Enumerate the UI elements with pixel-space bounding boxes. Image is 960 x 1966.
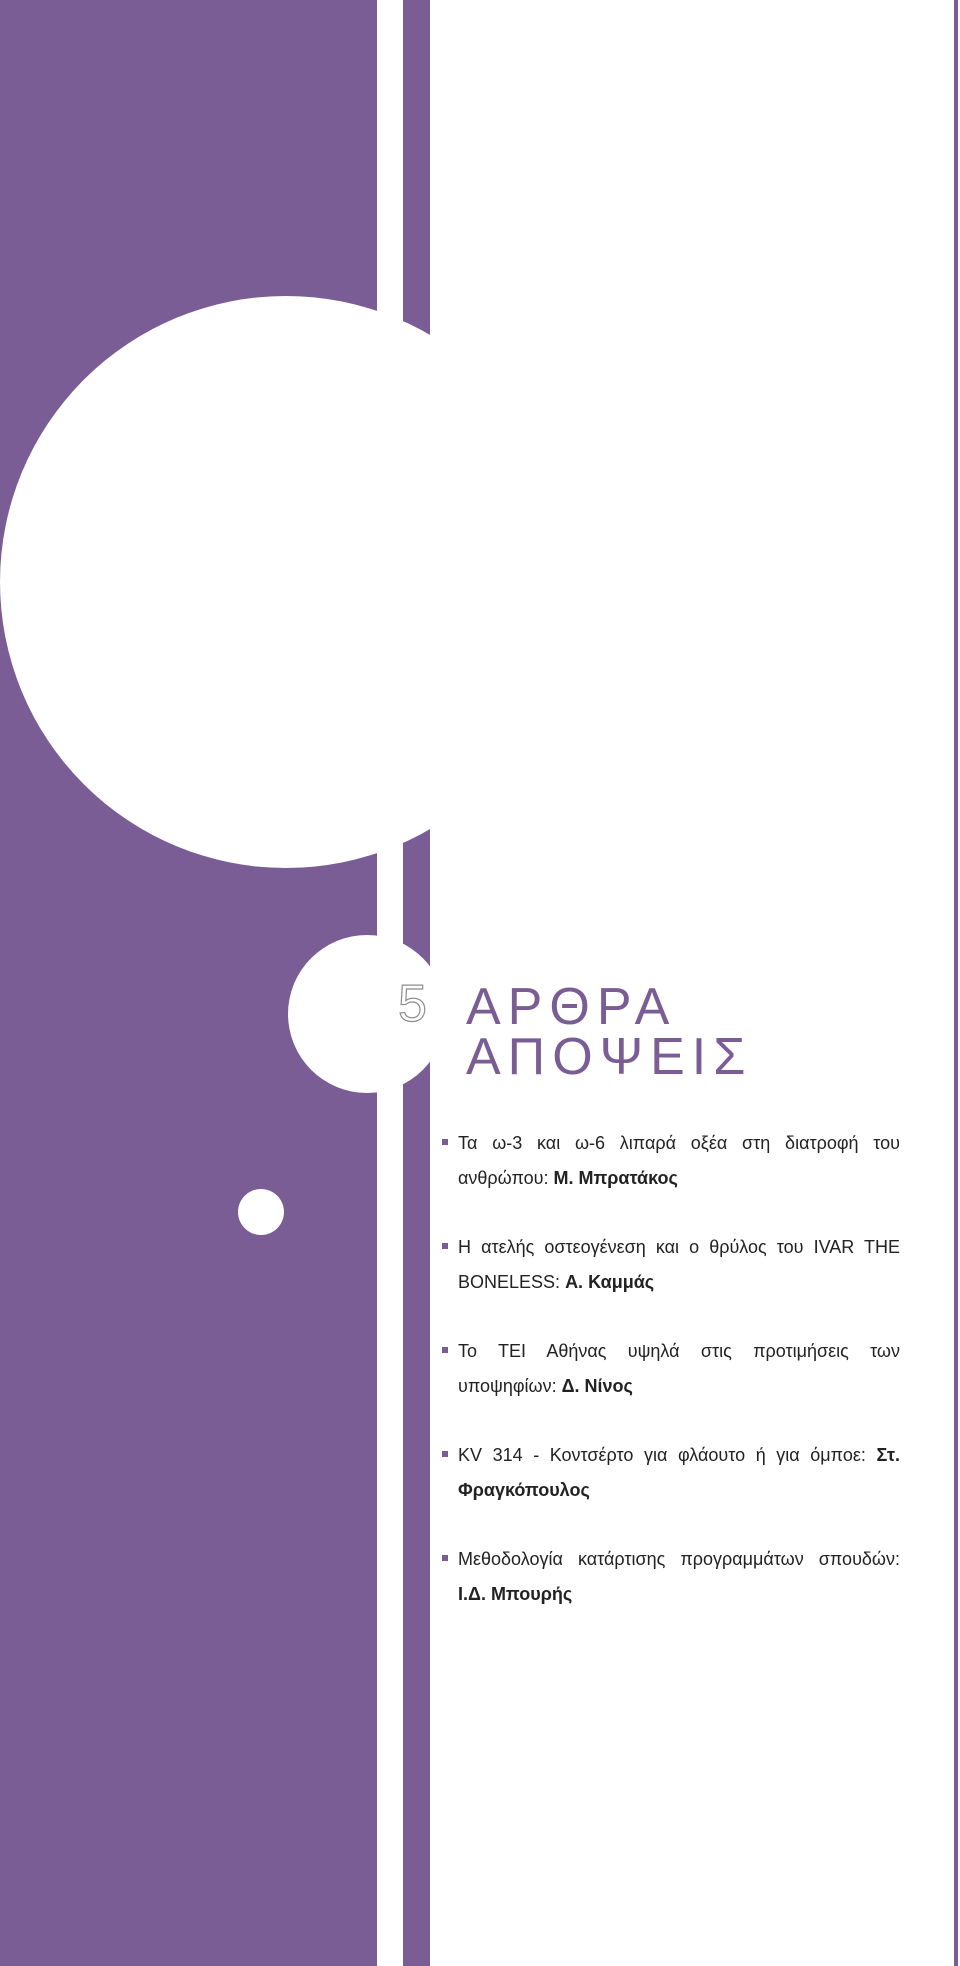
bullet-icon bbox=[442, 1139, 448, 1145]
article-author: Στ. Φραγκόπουλος bbox=[458, 1445, 900, 1500]
bullet-icon bbox=[442, 1555, 448, 1561]
article-author: Α. Καμμάς bbox=[565, 1272, 655, 1292]
article-list bbox=[442, 1126, 900, 1646]
bullet-icon bbox=[442, 1347, 448, 1353]
section-title bbox=[466, 978, 753, 1086]
article-author: Μ. Μπρατάκος bbox=[553, 1168, 678, 1188]
section-title-line-2: ΑΠΟΨΕΙΣ bbox=[466, 1028, 753, 1086]
article-title: Η ατελής οστεογένεση και ο θρύλος του IVAR THE BONELESS: bbox=[458, 1237, 900, 1292]
decorative-small-circle bbox=[238, 1189, 284, 1235]
decorative-edge-line bbox=[954, 0, 958, 1966]
article-author: Δ. Νίνος bbox=[561, 1376, 633, 1396]
article-author: Ι.Δ. Μπουρής bbox=[458, 1584, 573, 1604]
bullet-icon bbox=[442, 1243, 448, 1249]
article-item[interactable] bbox=[442, 1334, 900, 1404]
article-item[interactable] bbox=[442, 1230, 900, 1300]
section-title-line-1: ΑΡΘΡΑ bbox=[466, 978, 677, 1036]
bullet-icon bbox=[442, 1451, 448, 1457]
decorative-large-circle bbox=[0, 296, 572, 868]
article-item[interactable] bbox=[442, 1438, 900, 1508]
article-item[interactable] bbox=[442, 1126, 900, 1196]
article-item[interactable] bbox=[442, 1542, 900, 1612]
section-number: 5 bbox=[398, 975, 427, 1033]
article-title: Το ΤΕΙ Αθήνας υψηλά στις προτιμήσεις των υποψηφίων: bbox=[458, 1341, 900, 1396]
article-title: Μεθοδολογία κατάρτισης προγραμμάτων σπουδών: bbox=[458, 1549, 900, 1569]
article-title: KV 314 - Κοντσέρτο για φλάουτο ή για όμποε: bbox=[458, 1445, 866, 1465]
article-title: Τα ω-3 και ω-6 λιπαρά οξέα στη διατροφή του ανθρώπου: bbox=[458, 1133, 900, 1188]
